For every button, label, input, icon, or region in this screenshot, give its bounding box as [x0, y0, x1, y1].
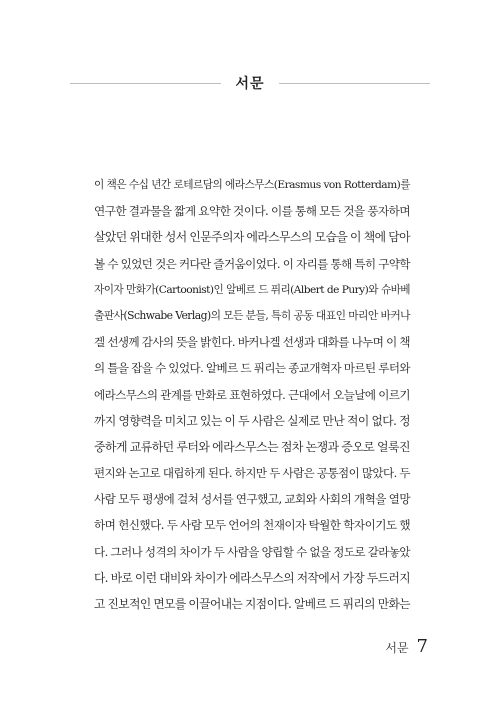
running-footer-label: 서문: [385, 641, 409, 655]
text-line: 중하게 교류하던 루터와 에라스무스는 점차 논쟁과 증오로 얼룩진: [94, 439, 410, 454]
text-line: 겔 선생께 감사의 뜻을 밝힌다. 바커나겔 선생과 대화를 나누며 이 책: [94, 335, 410, 350]
text-line: 까지 영향력을 미치고 있는 이 두 사람은 실제로 만난 적이 없다. 정: [94, 413, 410, 428]
chapter-title: 서문: [235, 76, 265, 92]
text-line: 편지와 논고로 대립하게 된다. 하지만 두 사람은 공통점이 많았다. 두: [94, 466, 410, 481]
text-line: 볼 수 있었던 것은 커다란 즐거움이었다. 이 자리를 통해 특히 구약학: [94, 256, 410, 271]
text-line: 다. 그러나 성격의 차이가 두 사람을 양립할 수 없을 정도로 갈라놓았: [94, 544, 410, 559]
text-line: 고 진보적인 면모를 이끌어내는 지점이다. 알베르 드 퓌리의 만화는: [94, 597, 410, 611]
text-line: 연구한 결과물을 짧게 요약한 것이다. 이를 통해 모든 것을 풍자하며: [94, 204, 410, 219]
text-line: 하며 헌신했다. 두 사람 모두 언어의 천재이자 탁월한 학자이기도 했: [94, 518, 410, 533]
chapter-header: [70, 73, 430, 93]
header-rule-left: [70, 83, 221, 84]
text-line: 출판사(Schwabe Verlag)의 모든 분들, 특히 공동 대표인 마리안 바커나: [94, 308, 410, 322]
header-rule-right: [279, 83, 430, 84]
text-line: 의 틀을 잡을 수 있었다. 알베르 드 퓌리는 종교개혁자 마르틴 루터와: [94, 361, 410, 376]
text-line: 자이자 만화가(Cartoonist)인 알베르 드 퓌리(Albert de Pury)와 슈바베: [94, 282, 410, 296]
text-line: 이 책은 수십 년간 로테르담의 에라스무스(Erasmus von Rotterdam)를: [94, 178, 410, 191]
page-number: 7: [416, 636, 428, 657]
text-line: 다. 바로 이런 대비와 차이가 에라스무스의 저작에서 가장 두드러지: [94, 570, 410, 585]
text-line: 살았던 위대한 성서 인문주의자 에라스무스의 모습을 이 책에 담아: [94, 230, 410, 245]
text-line: 사람 모두 평생에 걸쳐 성서를 연구했고, 교회와 사회의 개혁을 열망: [94, 492, 410, 507]
page-footer: [385, 636, 428, 657]
text-line: 에라스무스의 관계를 만화로 표현하였다. 근대에서 오늘날에 이르기: [94, 387, 410, 402]
body-paragraph: [94, 172, 410, 617]
